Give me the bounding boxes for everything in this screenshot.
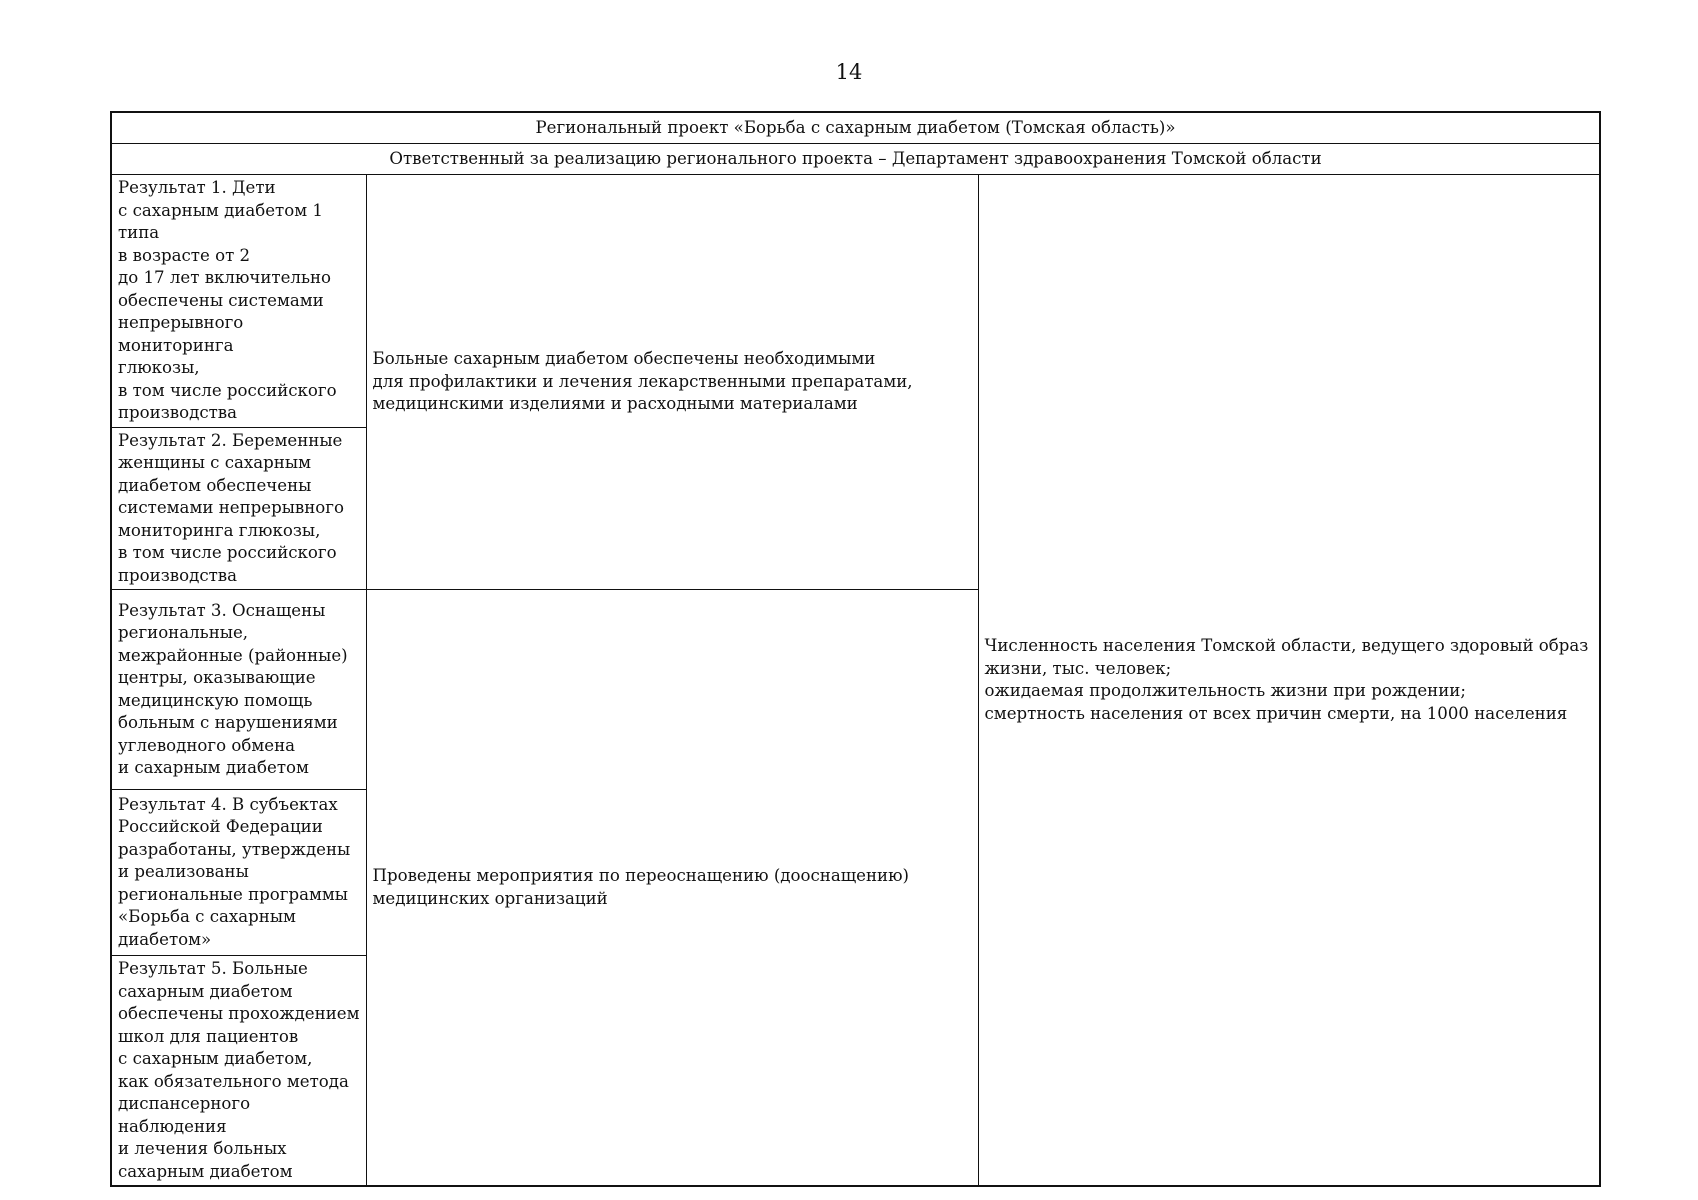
- result-3-line: региональные,: [118, 623, 249, 642]
- result-1-line: непрерывного мониторинга: [118, 313, 244, 355]
- result-1-line: Результат 1. Дети: [118, 178, 276, 197]
- effect-1-line: для профилактики и лечения лекарственными препаратами,: [372, 371, 913, 391]
- project-title: Региональный проект «Борьба с сахарным диабетом (Томская область)»: [111, 112, 1600, 144]
- result-1-line: глюкозы,: [118, 358, 200, 377]
- effect-1-line: Больные сахарным диабетом обеспечены необходимыми: [372, 349, 876, 369]
- result-3-line: и сахарным диабетом: [118, 758, 309, 777]
- result-5-line: обеспечены прохождением: [118, 1004, 360, 1023]
- result-2-cell: [111, 427, 366, 590]
- page-number: 14: [835, 60, 863, 84]
- result-2-line: в том числе российского: [118, 543, 337, 562]
- result-3-line: центры, оказывающие: [118, 668, 316, 687]
- result-1-cell: [111, 175, 366, 428]
- result-1-line: с сахарным диабетом 1 типа: [118, 200, 323, 242]
- result-1-line: обеспечены системами: [118, 290, 324, 310]
- result-5-line: Результат 5. Больные: [118, 959, 308, 978]
- result-3-line: больным с нарушениями: [118, 713, 338, 732]
- responsible-row: [111, 144, 1600, 175]
- result-3-line: углеводного обмена: [118, 735, 296, 755]
- table-row: [111, 175, 1600, 428]
- project-table: [110, 111, 1601, 1187]
- effect-1-cell: [366, 175, 978, 590]
- result-2-line: мониторинга глюкозы,: [118, 520, 321, 540]
- result-4-line: Результат 4. В субъектах: [118, 794, 338, 814]
- result-4-line: Российской Федерации: [118, 817, 323, 837]
- result-4-line: разработаны, утверждены: [118, 839, 351, 859]
- result-5-line: и лечения больных: [118, 1139, 287, 1158]
- result-1-line: производства: [118, 403, 238, 422]
- result-5-line: сахарным диабетом: [118, 1161, 293, 1181]
- indicator-line: Численность населения Томской области, ведущего здоровый образ: [984, 636, 1589, 655]
- result-2-line: Результат 2. Беременные: [118, 430, 343, 450]
- indicator-line: жизни, тыс. человек;: [984, 658, 1172, 678]
- effect-2-cell: [366, 590, 978, 1187]
- result-3-line: Результат 3. Оснащены: [118, 600, 326, 620]
- result-1-line: в том числе российского: [118, 380, 337, 400]
- result-2-line: системами непрерывного: [118, 498, 344, 517]
- result-5-line: диспансерного наблюдения: [118, 1094, 251, 1136]
- result-3-line: межрайонные (районные): [118, 645, 348, 665]
- result-2-line: женщины с сахарным: [118, 453, 311, 472]
- result-5-line: сахарным диабетом: [118, 981, 293, 1001]
- result-1-line: в возрасте от 2: [118, 245, 251, 265]
- project-title-row: [111, 112, 1600, 144]
- result-5-line: школ для пациентов: [118, 1026, 299, 1046]
- responsible-department: Ответственный за реализацию регионального проекта – Департамент здравоохранения Томской области: [111, 144, 1600, 175]
- result-2-line: диабетом обеспечены: [118, 475, 312, 495]
- indicators-cell: [978, 175, 1600, 1187]
- result-2-line: производства: [118, 565, 238, 585]
- result-4-cell: [111, 790, 366, 956]
- result-5-line: с сахарным диабетом,: [118, 1049, 313, 1068]
- indicator-line: смертность населения от всех причин смерти, на 1000 населения: [984, 703, 1568, 723]
- result-1-line: до 17 лет включительно: [118, 268, 332, 287]
- result-3-cell: [111, 590, 366, 790]
- effect-1-line: медицинскими изделиями и расходными материалами: [372, 394, 858, 414]
- indicator-line: ожидаемая продолжительность жизни при рождении;: [984, 681, 1466, 700]
- result-4-line: и реализованы: [118, 862, 249, 882]
- result-4-line: диабетом»: [118, 929, 212, 949]
- effect-2-line: медицинских организаций: [372, 888, 608, 908]
- result-3-line: медицинскую помощь: [118, 690, 313, 710]
- result-4-line: «Борьба с сахарным: [118, 907, 296, 927]
- result-5-cell: [111, 956, 366, 1187]
- effect-2-line: Проведены мероприятия по переоснащению (дооснащению): [372, 866, 910, 885]
- result-5-line: как обязательного метода: [118, 1071, 349, 1091]
- result-4-line: региональные программы: [118, 884, 348, 904]
